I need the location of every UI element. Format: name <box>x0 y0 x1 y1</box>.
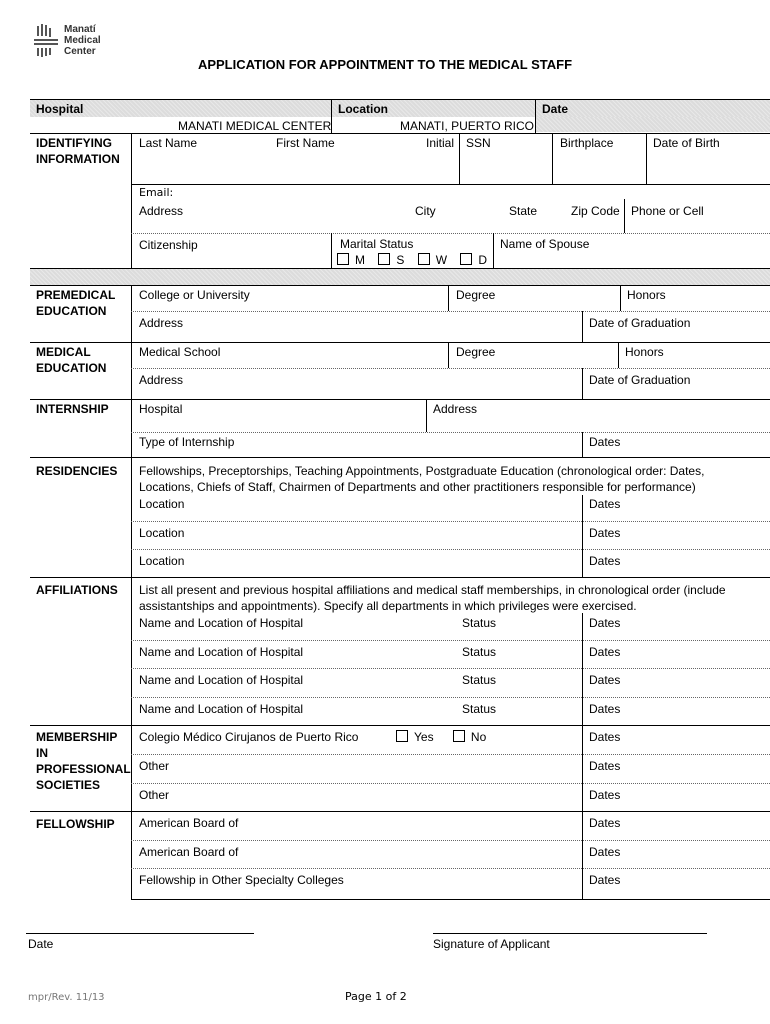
ssn-field[interactable]: SSN <box>466 136 491 150</box>
affiliation-hospital-field[interactable]: Name and Location of Hospital <box>139 616 304 630</box>
marital-status-options <box>337 253 487 267</box>
page-number: Page 1 of 2 <box>345 990 407 1003</box>
state-field[interactable]: State <box>509 204 538 218</box>
location-value[interactable]: MANATI, PUERTO RICO <box>400 119 535 133</box>
logo-text-2: Medical <box>64 35 101 46</box>
premed-degree-field[interactable]: Degree <box>456 288 496 302</box>
birthplace-field[interactable]: Birthplace <box>560 136 614 150</box>
citizenship-field[interactable]: Citizenship <box>139 238 198 252</box>
revision-label: mpr/Rev. 11/13 <box>28 992 105 1003</box>
other-society-field[interactable]: Other <box>139 788 170 802</box>
internship-type-field[interactable]: Type of Internship <box>139 435 235 449</box>
other-society-dates-field[interactable]: Dates <box>589 759 621 773</box>
zip-code-field[interactable]: Zip Code <box>571 204 620 218</box>
colegio-yes-label: Yes <box>414 730 434 744</box>
section-medical: MEDICAL EDUCATION <box>36 345 107 375</box>
marital-m-label: M <box>355 253 365 267</box>
american-board-dates-field[interactable]: Dates <box>589 845 621 859</box>
other-fellowship-field[interactable]: Fellowship in Other Specialty Colleges <box>139 873 344 887</box>
logo-text-3: Center <box>64 46 96 57</box>
city-field[interactable]: City <box>415 204 436 218</box>
section-premedical: PREMEDICAL EDUCATION <box>36 288 116 318</box>
affiliation-status-field[interactable]: Status <box>462 673 497 687</box>
colegio-dates-field[interactable]: Dates <box>589 730 621 744</box>
affiliation-hospital-field[interactable]: Name and Location of Hospital <box>139 645 304 659</box>
date-of-birth-field[interactable]: Date of Birth <box>653 136 720 150</box>
residency-location-field[interactable]: Location <box>139 497 185 511</box>
marital-w-label: W <box>435 253 448 267</box>
internship-hospital-field[interactable]: Hospital <box>139 402 183 416</box>
applicant-signature-label: Signature of Applicant <box>433 937 550 951</box>
phone-field[interactable]: Phone or Cell <box>631 204 704 218</box>
date-label: Date <box>542 102 569 116</box>
spouse-field[interactable]: Name of Spouse <box>500 237 590 251</box>
date-shade <box>535 117 770 132</box>
med-honors-field[interactable]: Honors <box>625 345 664 359</box>
affiliation-status-field[interactable]: Status <box>462 616 497 630</box>
colegio-medico-field: Colegio Médico Cirujanos de Puerto Rico <box>139 730 359 744</box>
internship-dates-field[interactable]: Dates <box>589 435 621 449</box>
hospital-value[interactable]: MANATI MEDICAL CENTER <box>178 119 332 133</box>
address-field[interactable]: Address <box>139 204 184 218</box>
marital-s-label: S <box>396 253 405 267</box>
med-address-field[interactable]: Address <box>139 373 184 387</box>
med-degree-field[interactable]: Degree <box>456 345 496 359</box>
internship-address-field[interactable]: Address <box>433 402 478 416</box>
residency-dates-field[interactable]: Dates <box>589 526 621 540</box>
affiliation-dates-field[interactable]: Dates <box>589 702 621 716</box>
first-name-field[interactable]: First Name <box>276 136 335 150</box>
marital-s-checkbox[interactable] <box>378 253 390 265</box>
applicant-signature-line[interactable] <box>433 933 707 934</box>
form-title: APPLICATION FOR APPOINTMENT TO THE MEDICAL STAFF <box>197 57 573 72</box>
colegio-no-label: No <box>470 730 487 744</box>
affiliation-hospital-field[interactable]: Name and Location of Hospital <box>139 702 304 716</box>
residency-dates-field[interactable]: Dates <box>589 554 621 568</box>
email-field[interactable]: Email: <box>139 186 174 199</box>
marital-d-checkbox[interactable] <box>460 253 472 265</box>
american-board-dates-field[interactable]: Dates <box>589 816 621 830</box>
other-society-field[interactable]: Other <box>139 759 170 773</box>
section-affiliations: AFFILIATIONS <box>36 583 118 597</box>
residency-location-field[interactable]: Location <box>139 554 185 568</box>
affiliation-dates-field[interactable]: Dates <box>589 673 621 687</box>
premed-address-field[interactable]: Address <box>139 316 184 330</box>
other-fellowship-dates-field[interactable]: Dates <box>589 873 621 887</box>
logo-text-1: Manatí <box>64 24 96 35</box>
premed-graduation-field[interactable]: Date of Graduation <box>589 316 691 330</box>
marital-status-label: Marital Status <box>340 237 414 251</box>
marital-d-label: D <box>478 253 488 267</box>
medical-school-field[interactable]: Medical School <box>139 345 221 359</box>
affiliation-status-field[interactable]: Status <box>462 645 497 659</box>
colegio-options <box>396 730 486 744</box>
section-residencies: RESIDENCIES <box>36 464 118 478</box>
logo-hands-icon <box>30 20 64 60</box>
colegio-yes-checkbox[interactable] <box>396 730 408 742</box>
affiliation-status-field[interactable]: Status <box>462 702 497 716</box>
separator-band <box>30 269 770 285</box>
last-name-field[interactable]: Last Name <box>139 136 198 150</box>
signature-date-label: Date <box>28 937 54 951</box>
affiliation-dates-field[interactable]: Dates <box>589 616 621 630</box>
med-graduation-field[interactable]: Date of Graduation <box>589 373 691 387</box>
residency-dates-field[interactable]: Dates <box>589 497 621 511</box>
marital-w-checkbox[interactable] <box>418 253 430 265</box>
date-signature-line[interactable] <box>26 933 254 934</box>
hospital-label: Hospital <box>36 102 84 116</box>
affiliation-dates-field[interactable]: Dates <box>589 645 621 659</box>
marital-m-checkbox[interactable] <box>337 253 349 265</box>
colegio-no-checkbox[interactable] <box>453 730 465 742</box>
american-board-field[interactable]: American Board of <box>139 816 239 830</box>
premed-honors-field[interactable]: Honors <box>627 288 666 302</box>
location-label: Location <box>338 102 388 116</box>
initial-field[interactable]: Initial <box>426 136 455 150</box>
section-internship: INTERNSHIP <box>36 402 109 416</box>
residency-location-field[interactable]: Location <box>139 526 185 540</box>
header-shade <box>30 100 770 117</box>
section-membership: MEMBERSHIP IN PROFESSIONAL SOCIETIES <box>36 730 131 792</box>
section-identifying: IDENTIFYING INFORMATION <box>36 136 120 166</box>
residencies-description: Fellowships, Preceptorships, Teaching Appointments, Postgraduate Education (chronological order: Dates, Locations, Chiefs of Staff, Chairmen of Departments and other practitioners responsible for performance) <box>139 464 705 494</box>
affiliation-hospital-field[interactable]: Name and Location of Hospital <box>139 673 304 687</box>
american-board-field[interactable]: American Board of <box>139 845 239 859</box>
affiliations-description: List all present and previous hospital affiliations and medical staff memberships, in chronological order (include assistantships and appointments). Specify all departments in which privileges were exercised. <box>139 583 726 613</box>
college-field[interactable]: College or University <box>139 288 250 302</box>
other-society-dates-field[interactable]: Dates <box>589 788 621 802</box>
section-fellowship: FELLOWSHIP <box>36 817 115 831</box>
